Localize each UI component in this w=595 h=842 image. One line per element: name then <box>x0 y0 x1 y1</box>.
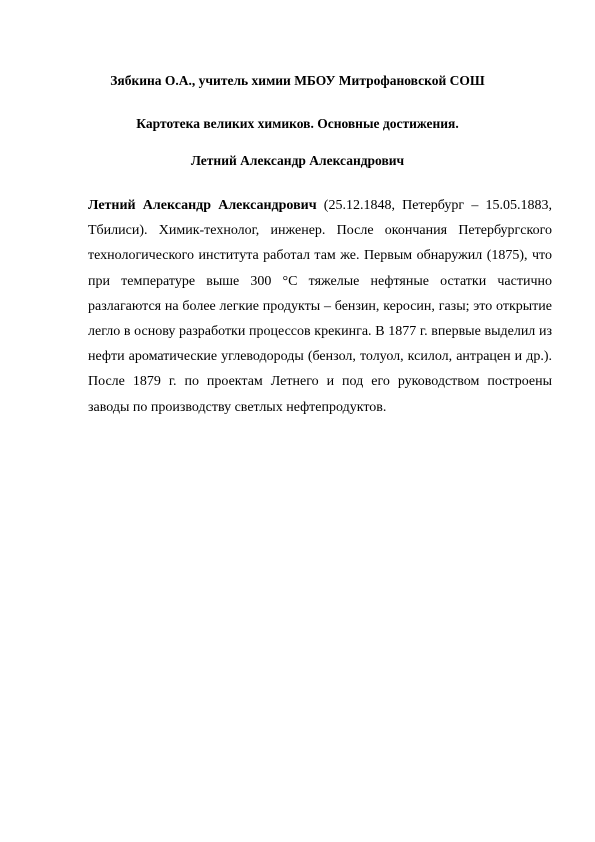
document-subtitle: Картотека великих химиков. Основные достижения. <box>136 116 459 131</box>
biography-paragraph <box>88 193 552 420</box>
person-name-heading: Летний Александр Александрович <box>190 153 405 168</box>
biography-text: (25.12.1848, Петербург – 15.05.1883, Тбилиси). Химик-технолог, инженер. После окончания Петербургского технологического института работал там же. Первым обнаружил (1875), что при температуре выше 300 °С тяжелые нефтяные остатки частично разлагаются на более легкие продукты – бензин, керосин, газы; это открытие легло в основу разработки процессов крекинга. В 1877 г. впервые выделил из нефти ароматические углеводороды (бензол, толуол, ксилол, антрацен и др.). После 1879 г. по проектам Летнего и под его руководством построены заводы по производству светлых нефтепродуктов. <box>88 198 552 415</box>
biography-name: Летний Александр Александрович <box>88 198 317 213</box>
author-line: Зябкина О.А., учитель химии МБОУ Митрофановской СОШ <box>110 73 485 88</box>
